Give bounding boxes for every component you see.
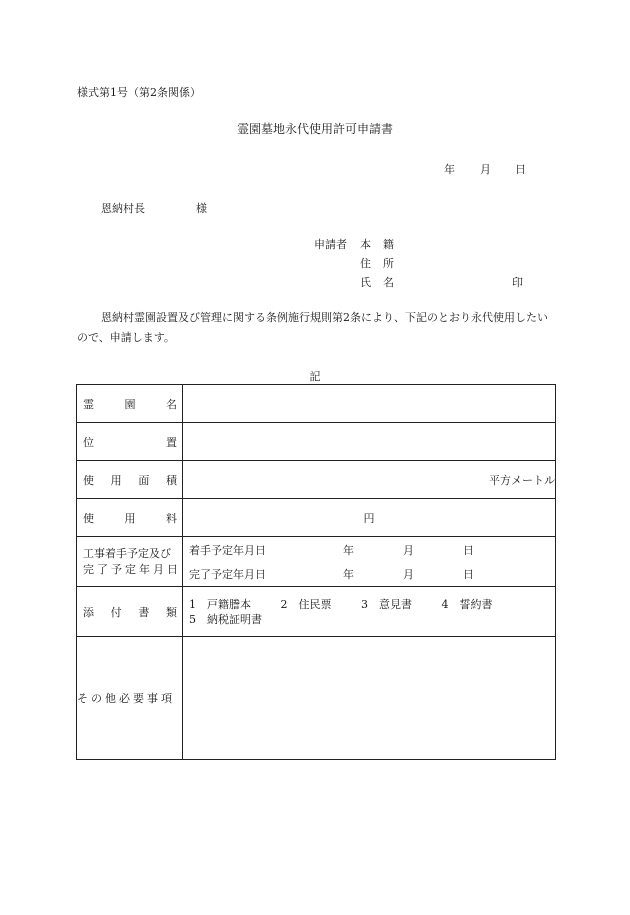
label-char: 名 <box>166 397 177 411</box>
row-cemetery-name <box>77 385 556 423</box>
label-char: 位 <box>83 435 94 449</box>
domicile-label-2: 籍 <box>383 238 394 251</box>
attachments-label <box>77 587 183 637</box>
area-field[interactable] <box>183 461 556 499</box>
applicant-label: 申請者 <box>314 238 347 251</box>
construction-label-line1: 工事着手予定及び <box>83 546 171 560</box>
seal-mark: 印 <box>512 276 523 289</box>
label-char: 付 <box>110 605 122 619</box>
attachment-item: 2 住民票 <box>280 597 332 611</box>
attachment-item: 4 誓約書 <box>441 597 493 611</box>
date-month: 月 <box>480 163 491 176</box>
other-label-text: その他必要事項 <box>77 692 175 705</box>
label-char: 霊 <box>83 397 94 411</box>
construction-start-row <box>183 538 555 562</box>
cemetery-name-label <box>77 385 183 423</box>
fee-label <box>77 499 183 537</box>
label-char: 定 <box>125 562 136 576</box>
fee-unit: 円 <box>363 511 375 525</box>
start-date-label: 着手予定年月日 <box>189 543 266 557</box>
label-char: 用 <box>124 511 136 525</box>
name-label-1: 氏 <box>360 276 371 289</box>
label-char: 使 <box>83 511 94 525</box>
domicile-label-1: 本 <box>360 238 371 251</box>
application-form-table <box>76 384 556 760</box>
location-label <box>77 423 183 461</box>
attachment-item: 5 納税証明書 <box>189 612 262 626</box>
label-char: 積 <box>165 473 177 487</box>
application-statement: 恩納村霊園設置及び管理に関する条例施行規則第2条により、下記のとおり永代使用したいので、申請します。 <box>77 311 548 344</box>
attachments-field <box>183 587 556 637</box>
other-label <box>77 637 183 760</box>
attachment-item: 3 意見書 <box>361 597 412 611</box>
construction-dates-field[interactable] <box>183 537 556 587</box>
addressee-name: 恩納村長 <box>101 202 145 215</box>
addressee-honorific: 様 <box>196 202 207 215</box>
row-area <box>77 461 556 499</box>
row-construction <box>77 537 556 587</box>
construction-label <box>77 537 183 587</box>
label-char: 面 <box>138 473 150 487</box>
start-month: 月 <box>403 543 414 557</box>
end-day: 日 <box>463 567 474 581</box>
label-char: 年 <box>139 562 150 576</box>
start-day: 日 <box>463 543 474 557</box>
start-year: 年 <box>343 543 354 557</box>
other-field[interactable] <box>183 637 556 760</box>
ki-heading: 記 <box>309 370 321 383</box>
end-date-label: 完了予定年月日 <box>189 567 266 581</box>
row-attachments <box>77 587 556 637</box>
construction-end-row <box>183 562 555 586</box>
attachment-item: 1 戸籍謄本 <box>189 597 251 611</box>
fee-field[interactable] <box>183 499 556 537</box>
address-label-1: 住 <box>360 257 371 270</box>
end-year: 年 <box>343 567 354 581</box>
name-label-2: 名 <box>383 276 394 289</box>
label-char: 書 <box>138 605 150 619</box>
date-year: 年 <box>444 163 455 176</box>
label-char: 置 <box>166 435 177 449</box>
label-char: 使 <box>83 473 94 487</box>
label-char: 了 <box>97 562 108 576</box>
document-title: 霊園墓地永代使用許可申請書 <box>236 122 393 136</box>
area-unit: 平方メートル <box>489 473 555 487</box>
row-fee <box>77 499 556 537</box>
address-label-2: 所 <box>383 257 394 270</box>
end-month: 月 <box>403 567 414 581</box>
label-char: 類 <box>165 605 177 619</box>
label-char: 完 <box>83 562 94 576</box>
cemetery-name-field[interactable] <box>183 385 556 423</box>
label-char: 添 <box>83 605 94 619</box>
row-location <box>77 423 556 461</box>
label-char: 園 <box>124 397 136 411</box>
row-other <box>77 637 556 760</box>
label-char: 月 <box>153 562 164 576</box>
area-label <box>77 461 183 499</box>
label-char: 予 <box>111 562 122 576</box>
label-char: 日 <box>167 562 178 576</box>
location-field[interactable] <box>183 423 556 461</box>
form-number: 様式第1号（第2条関係） <box>77 86 201 99</box>
label-char: 用 <box>110 473 122 487</box>
date-day: 日 <box>515 163 526 176</box>
label-char: 料 <box>166 511 177 525</box>
